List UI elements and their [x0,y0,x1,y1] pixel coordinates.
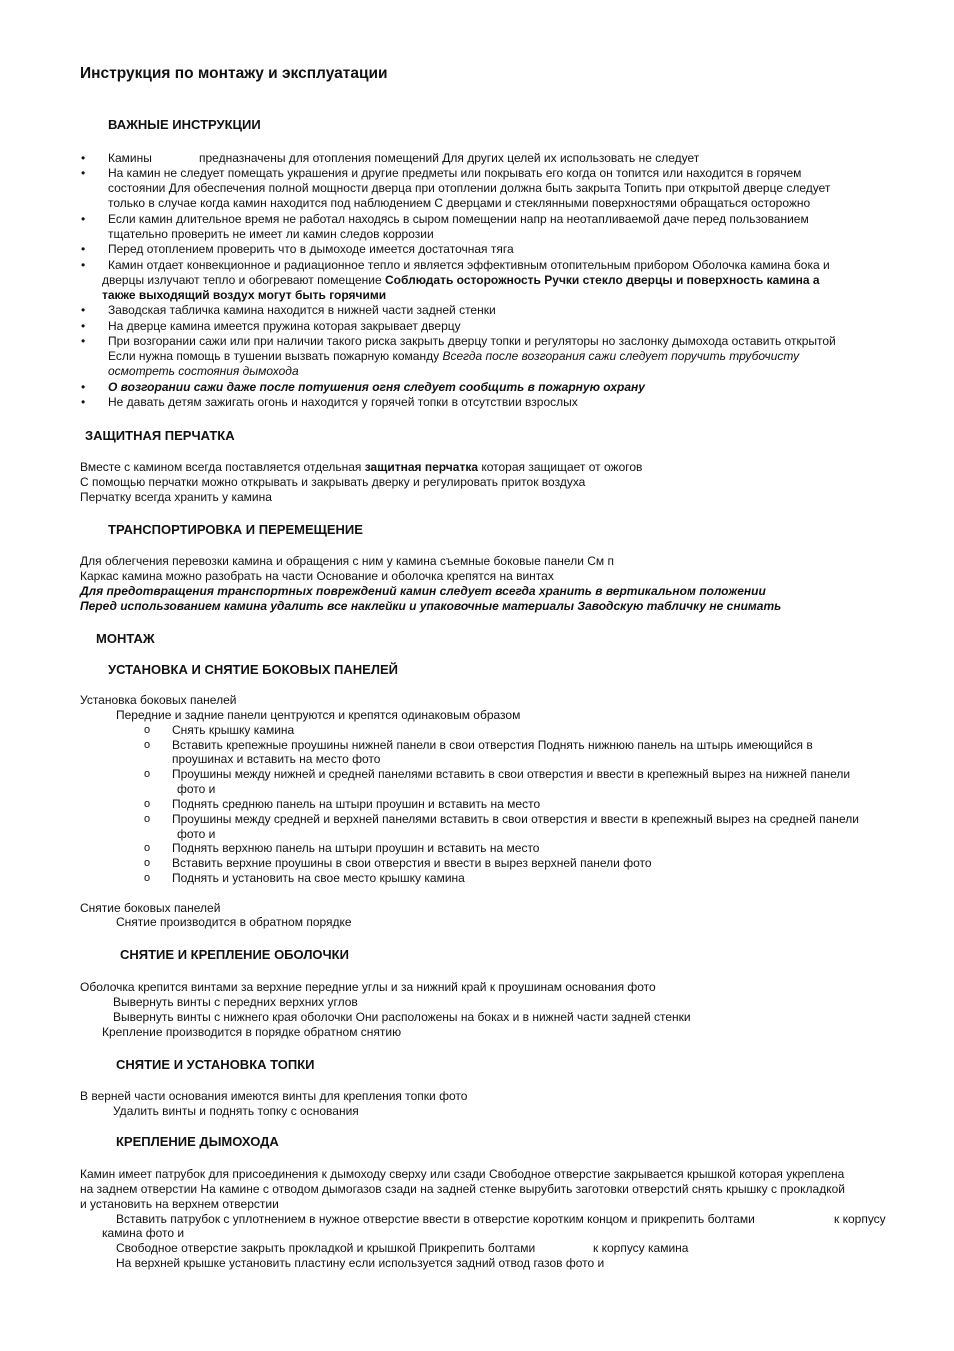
bullet-icon: • [81,303,86,317]
paragraph-line: Установка боковых панелей [80,693,237,707]
list-item-text: Камины [108,151,152,165]
bullet-icon: • [81,212,86,226]
section-heading-transport: ТРАНСПОРТИРОВКА И ПЕРЕМЕЩЕНИЕ [108,522,363,537]
list-item-text: Снять крышку камина [172,723,295,737]
paragraph-line: На верхней крышке установить пластину если используется задний отвод газов фото и [116,1256,605,1270]
list-item-text: На камин не следует помещать украшения и другие предметы или покрывать его когда он топится или находится в горячем [108,166,802,180]
list-item-text: Заводская табличка камина находится в нижней части задней стенки [108,303,496,317]
list-item-text: предназначены для отопления помещений Для других целей их использовать не следует [199,151,700,165]
bullet-icon: • [81,380,86,394]
paragraph-line: Вставить патрубок с уплотнением в нужное отверстие ввести в отверстие коротким концом и прикрепить болтами [116,1212,755,1226]
section-heading-important: ВАЖНЫЕ ИНСТРУКЦИИ [108,117,261,132]
subsection-heading-panels: УСТАНОВКА И СНЯТИЕ БОКОВЫХ ПАНЕЛЕЙ [108,662,398,677]
warning-text: Соблюдать осторожность Ручки стекло дверцы и поверхность камина а [384,273,820,287]
bullet-icon: • [81,166,86,180]
paragraph-line: к корпусу [834,1212,886,1226]
bullet-icon: • [81,151,86,165]
circle-bullet-icon: o [144,857,151,869]
paragraph-line: Камин имеет патрубок для присоединения к дымоходу сверху или сзади Свободное отверстие закрывается крышкой которая укреплена [80,1167,845,1181]
circle-bullet-icon: o [144,872,151,884]
section-heading-casing: СНЯТИЕ И КРЕПЛЕНИЕ ОБОЛОЧКИ [120,947,349,962]
bullet-icon: • [81,334,86,348]
circle-bullet-icon: o [144,768,151,780]
paragraph-line: на заднем отверстии На камине с отводом дымогазов сзади на задней стенке вырубить заготовки отверстий снять крышку с прокладкой [80,1182,845,1196]
list-item-text: фото и [177,827,216,841]
section-heading-chimney: КРЕПЛЕНИЕ ДЫМОХОДА [116,1134,279,1149]
list-item-text: Проушины между нижней и средней панелями вставить в свои отверстия и ввести в крепежный вырез на нижней панели [172,767,851,781]
circle-bullet-icon: o [144,724,151,736]
paragraph-line: камина фото и [102,1226,185,1240]
section-heading-firebox: СНЯТИЕ И УСТАНОВКА ТОПКИ [116,1057,315,1072]
list-item-text: Поднять верхнюю панель на штыри проушин и вставить на место [172,841,540,855]
list-item-text: Если нужна помощь в тушении вызвать пожарную команду Всегда после возгорания сажи следует поручить трубочисту [108,349,800,363]
list-item-text: Вставить верхние проушины в свои отверстия и ввести в вырез верхней панели фото [172,856,652,870]
list-item-text: Поднять и установить на свое место крышку камина [172,871,465,885]
list-item-text: состоянии Для обеспечения полной мощности дверца при отоплении должна быть закрыта Топить при открытой дверце следует [108,181,831,195]
paragraph-line: Каркас камина можно разобрать на части Основание и оболочка крепятся на винтах [80,569,554,583]
circle-bullet-icon: o [144,813,151,825]
bullet-icon: • [81,395,86,409]
list-item-text: Камин отдает конвекционное и радиационное тепло и является эффективным отопительным прибором Оболочка камина бока и [108,258,830,272]
circle-bullet-icon: o [144,798,151,810]
page-title: Инструкция по монтажу и эксплуатации [80,65,388,82]
warning-text: Перед использованием камина удалить все наклейки и упаковочные материалы Заводскую табличку не снимать [80,599,782,613]
paragraph-line: Снятие производится в обратном порядке [116,915,352,929]
warning-text: Для предотвращения транспортных повреждений камин следует всегда хранить в вертикальном положении [80,584,766,598]
list-item-text: тщательно проверить не имеет ли камин следов коррозии [108,227,434,241]
paragraph-line: Свободное отверстие закрыть прокладкой и крышкой Прикрепить болтами [116,1241,536,1255]
paragraph-line: к корпусу камина [593,1241,689,1255]
paragraph-line: Вывернуть винты с передних верхних углов [113,995,358,1009]
list-item-text: проушинах и вставить на место фото [172,752,381,766]
list-item-text: Проушины между средней и верхней панелями вставить в свои отверстия и ввести в крепежный вырез на средней панели [172,812,859,826]
list-item-text: На дверце камина имеется пружина которая закрывает дверцу [108,319,461,333]
list-item-text: Поднять среднюю панель на штыри проушин и вставить на место [172,797,541,811]
section-heading-assembly: МОНТАЖ [96,631,155,646]
list-item-text: только в случае когда камин находится под наблюдением С дверцами и стеклянными поверхностями обращаться осторожно [108,196,811,210]
list-item-text: Если камин длительное время не работал находясь в сыром помещении напр на неотапливаемой даче перед пользованием [108,212,809,226]
paragraph-line: Перчатку всегда хранить у камина [80,490,272,504]
list-item-text: Перед отоплением проверить что в дымоходе имеется достаточная тяга [108,242,514,256]
list-item-text: Не давать детям зажигать огонь и находится у горячей топки в отсутствии взрослых [108,395,578,409]
paragraph-line: и установить на верхнем отверстии [80,1197,279,1211]
list-item-text: фото и [177,782,216,796]
warning-text: О возгорании сажи даже после потушения огня следует сообщить в пожарную охрану [108,380,645,394]
paragraph-line: Крепление производится в порядке обратном снятию [102,1025,402,1039]
list-item-text: дверцы излучают тепло и обогревают помещение Соблюдать осторожность Ручки стекло дверцы и поверхность камина а [102,273,820,287]
paragraph-line: Вывернуть винты с нижнего края оболочки Они расположены на боках и в нижней части задней стенки [113,1010,691,1024]
paragraph-line: С помощью перчатки можно открывать и закрывать дверку и регулировать приток воздуха [80,475,586,489]
section-heading-glove: ЗАЩИТНАЯ ПЕРЧАТКА [85,428,235,443]
bullet-icon: • [81,319,86,333]
bullet-icon: • [81,258,86,272]
list-item-text: Вставить крепежные проушины нижней панели в свои отверстия Поднять нижнюю панель на штырь имеющийся в [172,738,813,752]
paragraph-line: Оболочка крепится винтами за верхние передние углы и за нижний край к проушинам основания фото [80,980,656,994]
paragraph-line: В верней части основания имеются винты для крепления топки фото [80,1089,468,1103]
paragraph-line: Снятие боковых панелей [80,901,221,915]
circle-bullet-icon: o [144,739,151,751]
paragraph-line: Удалить винты и поднять топку с основания [113,1104,359,1118]
bullet-icon: • [81,242,86,256]
circle-bullet-icon: o [144,842,151,854]
list-item-text: осмотреть состояния дымохода [108,364,299,378]
list-item-text: При возгорании сажи или при наличии такого риска закрыть дверцу топки и регуляторы но заслонку дымохода оставить открытой [108,334,836,348]
warning-text: также выходящий воздух могут быть горячими [102,288,387,302]
paragraph-line: Вместе с камином всегда поставляется отдельная защитная перчатка которая защищает от ожогов [80,460,643,474]
paragraph-line: Для облегчения перевозки камина и обращения с ним у камина съемные боковые панели См п [80,554,614,568]
paragraph-line: Передние и задние панели центруются и крепятся одинаковым образом [116,708,521,722]
